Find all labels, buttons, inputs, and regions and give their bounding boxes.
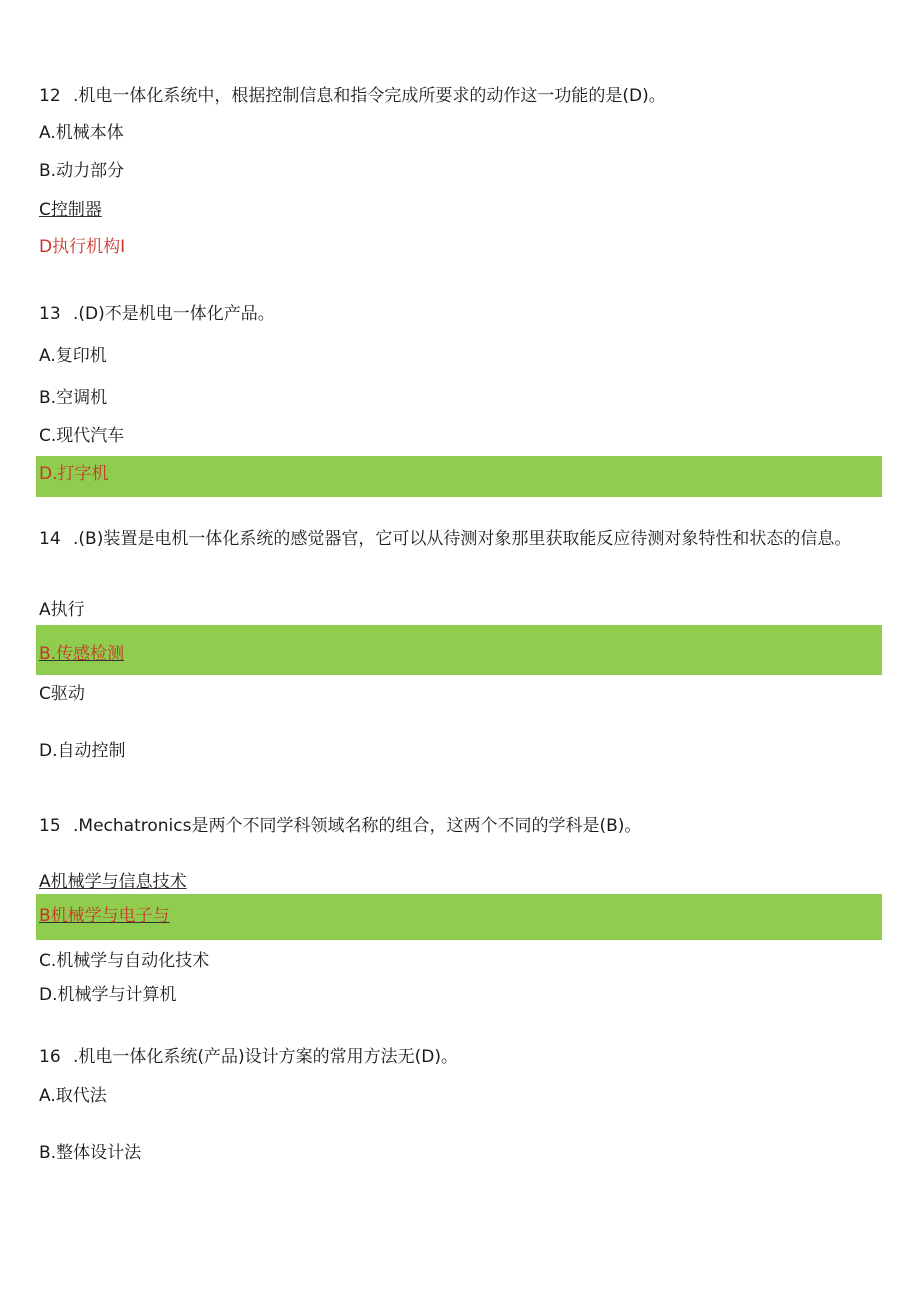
option-c: C驱动 [39, 684, 85, 704]
option-c: C控制器 [39, 200, 102, 220]
question-text: .(D)不是机电一体化产品。 [73, 304, 275, 324]
question-number: 14 [39, 529, 61, 549]
question-text: .机电一体化系统(产品)设计方案的常用方法无(D)。 [73, 1047, 459, 1067]
option-b-answer: B.传感检测 [39, 644, 125, 664]
option-b: B.整体设计法 [39, 1143, 142, 1163]
option-d-answer: D执行机构I [39, 237, 126, 257]
question-text: .机电一体化系统中，根据控制信息和指令完成所要求的动作这一功能的是(D)。 [73, 86, 666, 106]
option-a: A.取代法 [39, 1086, 107, 1106]
answer-highlight [36, 456, 882, 497]
option-c: C.机械学与自动化技术 [39, 951, 210, 971]
question-15 [39, 815, 641, 837]
question-number: 15 [39, 816, 61, 836]
option-b-answer: B机械学与电子与 [39, 906, 170, 926]
option-d: D.自动控制 [39, 741, 126, 761]
question-12 [39, 85, 666, 107]
option-c: C.现代汽车 [39, 426, 125, 446]
option-a: A执行 [39, 600, 85, 620]
option-a: A机械学与信息技术 [39, 872, 187, 892]
question-text: .Mechatronics是两个不同学科领域名称的组合，这两个不同的学科是(B)。 [73, 816, 642, 836]
option-b: B.空调机 [39, 388, 108, 408]
option-d-answer: D.打字机 [39, 464, 109, 484]
option-b: B.动力部分 [39, 161, 125, 181]
option-a: A.机械本体 [39, 123, 124, 143]
question-number: 13 [39, 304, 61, 324]
question-13 [39, 303, 275, 325]
answer-highlight [36, 625, 882, 675]
option-a: A.复印机 [39, 346, 107, 366]
question-16 [39, 1046, 458, 1068]
question-number: 16 [39, 1047, 61, 1067]
question-14 [39, 523, 879, 556]
option-d: D.机械学与计算机 [39, 985, 177, 1005]
question-text: .(B)装置是电机一体化系统的感觉器官，它可以从待测对象那里获取能反应待测对象特性和状态的信息。 [73, 529, 852, 549]
question-number: 12 [39, 86, 61, 106]
